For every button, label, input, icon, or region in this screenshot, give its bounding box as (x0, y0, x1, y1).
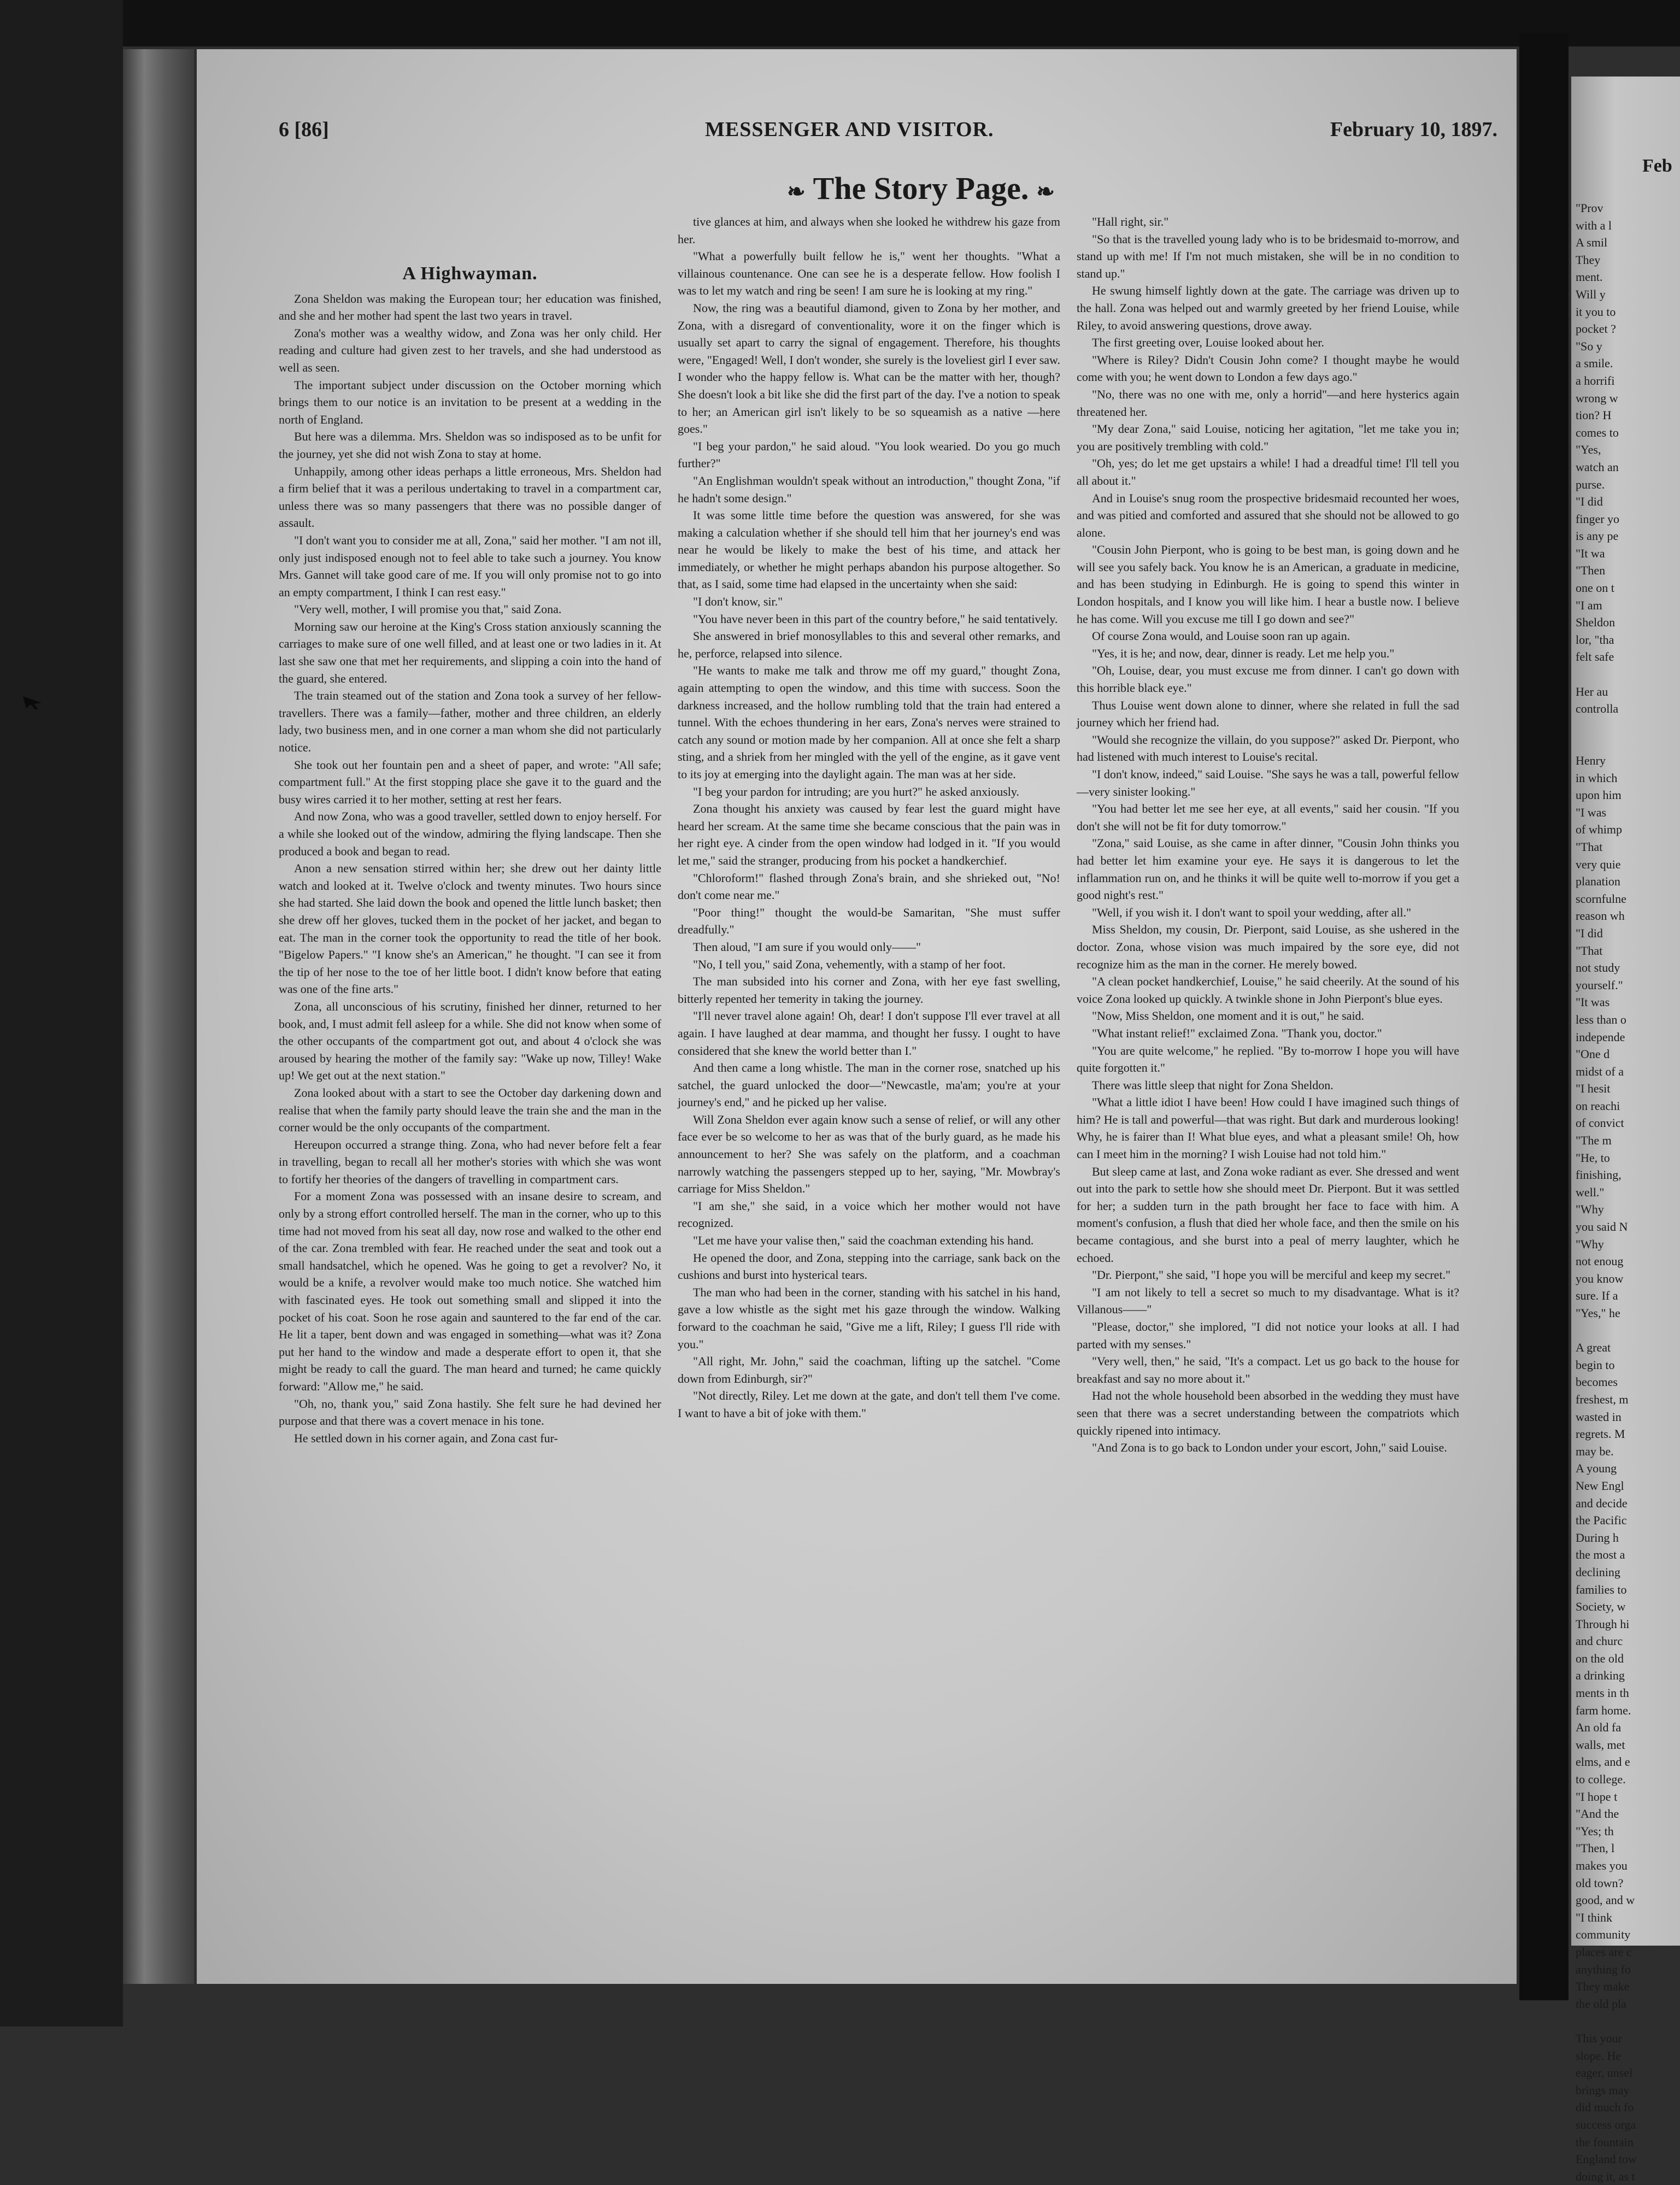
next-page-line: "I did (1576, 495, 1603, 509)
next-page-line: "I think (1576, 1910, 1613, 1924)
next-page-line: walls, met (1576, 1737, 1625, 1752)
next-page-line: the most a (1576, 1548, 1625, 1562)
next-page-line: ment. (1576, 270, 1603, 284)
story-paragraph: The first greeting over, Louise looked about her. (1092, 336, 1324, 350)
next-page-line: "Yes; th (1576, 1824, 1614, 1838)
next-page-line (1576, 666, 1674, 683)
next-page-line: Through hi (1576, 1617, 1630, 1631)
next-page-line: "That (1576, 839, 1603, 854)
scanner-frame-top (0, 0, 1680, 46)
next-page-line: felt safe (1576, 650, 1614, 664)
next-page-line: well." (1576, 1185, 1605, 1199)
story-column-1 (279, 265, 661, 1447)
next-page-line: success orga (1576, 2117, 1636, 2131)
story-paragraph: And then came a long whistle. The man in the corner rose, snatched up his satchel, the guard unlocked the door—"Newcastle, ma'am; you're at your journey's end," and he picked up her valise. (678, 1061, 1060, 1109)
story-paragraph: "Very well, then," he said, "It's a compact. Let us go back to the house for breakfast and say no more about it." (1077, 1354, 1459, 1385)
next-page-line: "I did (1576, 926, 1603, 940)
next-page-line: doing it, as t (1576, 2169, 1635, 2183)
story-paragraph: "Now, Miss Sheldon, one moment and it is out," he said. (1092, 1009, 1365, 1023)
next-page-line: did much fo (1576, 2100, 1634, 2114)
next-page-line: "I hope t (1576, 1789, 1618, 1804)
story-paragraph: Had not the whole household been absorbed in the wedding they must have seen that there was a secret understanding between the compatriots which quickly ripened into intimacy. (1077, 1389, 1459, 1437)
story-paragraph: "Yes, it is he; and now, dear, dinner is ready. Let me help you." (1092, 646, 1395, 660)
story-paragraph: The important subject under discussion on the October morning which brings them to our notice is an invitation to be present at a wedding in the north of England. (279, 378, 661, 426)
story-paragraph: "Let me have your valise then," said the coachman extending his hand. (693, 1234, 1034, 1248)
story-paragraph: For a moment Zona was possessed with an insane desire to scream, and only by a strong effort controlled herself. The man in the corner, who up to this time had not moved from his seat all day, now rose and walked to the other end of the car. Zona trembled with fear. He reached under the seat and took out a small handsatchel, which he opened. Was he going to get a revolver? No, it would be a knife, a revolver would make too much notice. She watched him with fascinated eyes. He took out something small and slipped it into the pocket of his coat. Soon he rose again and sauntered to the far end of the car. He lit a taper, bent down and was engaged in something—what was it? Zona put her hand to the window and made a desperate effort to open it, that she might be ready to call the guard. The man heard and turned; he came quickly forward: "Allow me," he said. (279, 1189, 661, 1393)
next-page-line (1576, 2012, 1674, 2030)
story-paragraph: "All right, Mr. John," said the coachman, lifting up the satchel. "Come down from Edinburgh, sir?" (678, 1354, 1060, 1385)
story-paragraph: "I don't want you to consider me at all, Zona," said her mother. "I am not ill, only just indisposed enough not to feel able to take such a journey. You know Mrs. Gannet will take good care of me. If you will only promise not to go into an empty compartment, I think I can rest easy." (279, 533, 661, 599)
page-gutter (1519, 33, 1569, 2000)
story-paragraph: He settled down in his corner again, and Zona cast fur- (294, 1431, 558, 1445)
scanner-frame-left (0, 0, 123, 2027)
story-paragraph: Zona, all unconscious of his scrutiny, finished her dinner, returned to her book, and, I must admit fell asleep for a while. She did not know when some of the other occupants of the compartment got out, and about 4 o'clock she was aroused by hearing the mother of the family say: "Wake up now, Tilley! Wake up! We get out at the next station." (279, 999, 661, 1083)
next-page-line: farm home. (1576, 1703, 1631, 1717)
next-page-line: comes to (1576, 425, 1619, 439)
story-paragraph: "You had better let me see her eye, at all events," said her cousin. "If you don't she will not be fit for duty tomorrow." (1077, 802, 1459, 833)
story-paragraph: Zona Sheldon was making the European tour; her education was finished, and she and her mother had spent the last two years in travel. (279, 291, 661, 323)
next-page-line: finger yo (1576, 512, 1620, 526)
story-paragraph: Now, the ring was a beautiful diamond, given to Zona by her mother, and Zona, with a disregard of conventionality, wore it on the finger which is usually set apart to carry the signal of engagement. Therefore, his thoughts were, "Engaged! Well, I don't wonder, she surely is the loveliest girl I ever saw. I wonder who the happy fellow is. What can be the matter with her, though? She doesn't look a bit like she did the first part of the day. I've a notion to speak to her; an American girl isn't likely to be so squeamish as a native —here goes." (678, 301, 1060, 436)
next-page-line: with a l (1576, 218, 1612, 232)
next-page-line: the Pacific (1576, 1513, 1627, 1528)
next-page-line: makes you (1576, 1859, 1628, 1872)
next-page-line: Henry (1576, 754, 1606, 767)
story-paragraph: And in Louise's snug room the prospective bridesmaid recounted her woes, and was pitied and comforted and assured that she should not be allowed to go alone. (1077, 491, 1459, 539)
next-page-line: New Engl (1576, 1478, 1624, 1493)
next-page-line: "And the (1576, 1807, 1619, 1821)
story-paragraph: "Chloroform!" flashed through Zona's brain, and she shrieked out, "No! don't come near me." (678, 871, 1060, 902)
next-page-line: They (1576, 252, 1601, 267)
next-page-line: Her au (1576, 684, 1608, 698)
story-paragraph: Then aloud, "I am sure if you would only——" (693, 939, 921, 954)
arrow-cursor-icon (22, 694, 44, 710)
next-page-line: A young (1576, 1461, 1617, 1476)
next-page-line: "Then (1576, 563, 1606, 578)
next-page-line: you said N (1576, 1220, 1628, 1234)
story-paragraph: Zona looked about with a start to see the October day darkening down and realise that when the family party should leave the train she and the man in the corner would be the only occupants of the compartment. (279, 1085, 661, 1135)
story-headline: A Highwayman. (402, 263, 538, 284)
next-page-line: on reachi (1576, 1099, 1620, 1113)
next-page-line: not enoug (1576, 1254, 1624, 1268)
next-page-line: planation (1576, 874, 1620, 889)
next-page-line: "Why (1576, 1237, 1604, 1251)
column-1-body (279, 290, 661, 1447)
story-paragraph: "Oh, no, thank you," said Zona hastily. She felt sure he had devined her purpose and that there was a covert menace in his tone. (279, 1396, 661, 1428)
story-paragraph: There was little sleep that night for Zona Sheldon. (1092, 1078, 1334, 1092)
next-page-line: "I am (1576, 598, 1602, 612)
next-page-line: "The m (1576, 1133, 1612, 1148)
next-page-line: and decide (1576, 1496, 1628, 1510)
next-page-line: "So y (1576, 339, 1602, 353)
story-paragraph: "A clean pocket handkerchief, Louise," he said cheerily. At the sound of his voice Zona looked up quickly. A twinkle shone in John Pierpont's blue eyes. (1077, 974, 1459, 1006)
section-title (689, 164, 1153, 213)
story-paragraph: Miss Sheldon, my cousin, Dr. Pierpont, said Louise, as she ushered in the doctor. Zona, whose vision was much impaired by the sore eye, did not recognize him as the man in the corner. He merely bowed. (1077, 923, 1459, 971)
next-page-line: "He, to (1576, 1150, 1610, 1165)
next-page-line: the fountain (1576, 2135, 1634, 2149)
next-page-line: A great (1576, 1341, 1611, 1355)
next-page-line: begin to (1576, 1358, 1615, 1372)
story-paragraph: "Zona," said Louise, as she came in after dinner, "Cousin John thinks you had better let him examine your eye. He says it is dangerous to let the inflammation run on, and he thinks it will be quite well to-morrow if you get a good night's rest." (1077, 836, 1459, 902)
story-paragraph: "You are quite welcome," he replied. "By to-morrow I hope you will have quite forgotten it." (1077, 1043, 1459, 1075)
next-page-line (1576, 1322, 1674, 1340)
next-page-line: "Then, l (1576, 1841, 1615, 1855)
story-paragraph: "Where is Riley? Didn't Cousin John come? I thought maybe he would come with you; he went down to London a few days ago." (1077, 353, 1459, 384)
next-page-edge (1571, 77, 1680, 2183)
next-page-line: This your (1576, 2031, 1622, 2045)
story-paragraph: "Dr. Pierpont," she said, "I hope you will be merciful and keep my secret." (1092, 1268, 1451, 1282)
next-page-line: "Why (1576, 1202, 1604, 1217)
next-page-line: Will y (1576, 287, 1606, 301)
page-header (279, 118, 1497, 150)
next-page-line: of whimp (1576, 823, 1622, 837)
story-paragraph: And now Zona, who was a good traveller, settled down to enjoy herself. For a while she looked out of the window, admiring the flying landscape. Then she produced a book and began to read. (279, 809, 661, 858)
next-page-line: regrets. M (1576, 1427, 1625, 1441)
story-column-3 (1077, 213, 1459, 1456)
story-paragraph: "I beg your pardon," he said aloud. "You look wearied. Do you go much further?" (678, 439, 1060, 471)
story-paragraph: Anon a new sensation stirred within her; she drew out her dainty little watch and looked at it. Twelve o'clock and twenty minutes. Two hours since she had started. She laid down the book and opened the little lunch basket; then she drew off her gloves, tucked them in the pocket of her jacket, and began to eat. The man in the corner took the opportunity to read the title of her book. "Bigelow Papers." "I know she's an American," he thought. "I can see it from the tip of her nose to the toe of her little boot. I didn't know before that eating was one of the fine arts." (279, 861, 661, 996)
story-paragraph: "What instant relief!" exclaimed Zona. "Thank you, doctor." (1092, 1026, 1382, 1040)
story-paragraph: "I beg your pardon for intruding; are you hurt?" he asked anxiously. (693, 784, 1019, 798)
story-column-2 (678, 213, 1060, 1422)
story-paragraph: "Very well, mother, I will promise you that," said Zona. (294, 602, 562, 616)
story-paragraph: "Well, if you wish it. I don't want to spoil your wedding, after all." (1092, 905, 1412, 919)
next-page-line: anything fo (1576, 1962, 1631, 1976)
next-page-line: independe (1576, 1030, 1625, 1044)
next-page-line: midst of a (1576, 1064, 1624, 1078)
story-paragraph: The man subsided into his corner and Zona, with her eye fast swelling, bitterly repented her temerity in taking the journey. (678, 974, 1060, 1006)
next-page-line: it you to (1576, 304, 1616, 319)
next-page-line: old town? (1576, 1876, 1624, 1890)
next-page-column (1576, 199, 1674, 2185)
next-page-line: you know (1576, 1271, 1624, 1285)
story-paragraph: But sleep came at last, and Zona woke radiant as ever. She dressed and went out into the park to settle how she should meet Dr. Pierpont. But it was settled for her; a sudden turn in the path brought her face to face with him. A moment's confusion, a flush that died her whole face, and then the smile on his became contagious, and she burst into a peal of merry laughter, which he echoed. (1077, 1164, 1459, 1265)
story-paragraph: "Oh, yes; do let me get upstairs a while! I had a dreadful time! I'll tell you all about it." (1077, 456, 1459, 487)
next-page-line: pocket ? (1576, 322, 1616, 336)
next-page-line: watch an (1576, 460, 1619, 474)
story-paragraph: "I am not likely to tell a secret so much to my disadvantage. What is it? Villanous——" (1077, 1285, 1459, 1317)
next-page-line: lor, "tha (1576, 632, 1614, 647)
next-page-line: "I hesit (1576, 1082, 1611, 1096)
next-page-line: An old fa (1576, 1720, 1622, 1735)
issue-date: February 10, 1897. (1330, 118, 1497, 141)
story-paragraph: He swung himself lightly down at the gate. The carriage was driven up to the hall. Zona was helped out and warmly greeted by her friend Louise, while Riley, to avoid answering questions, drove away. (1077, 284, 1459, 332)
next-page-line: "It wa (1576, 546, 1605, 560)
next-page-line: good, and w (1576, 1893, 1635, 1907)
page-number: 6 [86] (279, 118, 329, 141)
publication-title: MESSENGER AND VISITOR. (705, 118, 994, 141)
next-page-line: declining (1576, 1565, 1620, 1579)
story-paragraph: "Would she recognize the villain, do you suppose?" asked Dr. Pierpont, who had listened with much interest to Louise's recital. (1077, 732, 1459, 764)
story-paragraph: It was some little time before the question was answered, for she was making a calculation whether if she should tell him that her journey's end was near he would be likely to make the best of his time, and attack her immediately, or whether he might perhaps abandon his purpose altogether. So that, as I said, some time had elapsed in the uncertainty when she said: (678, 508, 1060, 591)
story-paragraph: "You have never been in this part of the country before," he said tentatively. (693, 612, 1058, 626)
next-page-line: wrong w (1576, 391, 1618, 405)
next-page-line: very quie (1576, 857, 1621, 871)
story-paragraph: "I am she," she said, in a voice which her mother would not have recognized. (678, 1199, 1060, 1230)
next-page-line: yourself." (1576, 978, 1623, 992)
story-paragraph: Zona's mother was a wealthy widow, and Zona was her only child. Her reading and culture had given zest to her travels, and she had understood as well as seen. (279, 326, 661, 374)
story-paragraph: Morning saw our heroine at the King's Cross station anxiously scanning the carriages to make sure of one well filled, and at least one or two ladies in it. At last she saw one that met her requirements, and slipping a coin into the hand of the guard, she entered. (279, 619, 661, 685)
next-page-line: places are c (1576, 1945, 1632, 1959)
story-paragraph: "I don't know, indeed," said Louise. "She says he was a tall, powerful fellow—very sinister looking." (1077, 767, 1459, 798)
book-spine (123, 49, 194, 1984)
next-page-line: slope. He (1576, 2048, 1622, 2063)
story-paragraph: "What a little idiot I have been! How could I have imagined such things of him? He is tall and powerful—that was right. But dark and murderous looking! Why, he is fairer than I! What blue eyes, and what a pleasant smile! Oh, how can I meet him in the morning? I wish Louise had not told him." (1077, 1095, 1459, 1161)
next-page-line: in which (1576, 771, 1618, 785)
section-title-text: The Story Page. (813, 171, 1029, 206)
next-page-line: a horrifi (1576, 373, 1615, 387)
story-paragraph: Thus Louise went down alone to dinner, where she related in full the sad journey which her friend had. (1077, 698, 1459, 730)
next-page-line: purse. (1576, 477, 1605, 491)
story-paragraph: Unhappily, among other ideas perhaps a little erroneous, Mrs. Sheldon had a firm belief that it was a perilous undertaking to travel in a compartment car, unless there was so many passengers that there was no possible danger of assault. (279, 464, 661, 530)
next-page-line (1576, 735, 1674, 752)
next-page-line: sure. If a (1576, 1289, 1618, 1303)
next-page-line: reason wh (1576, 909, 1625, 923)
story-paragraph: "Not directly, Riley. Let me down at the gate, and don't tell them I've come. I want to have a bit of joke with them." (678, 1389, 1060, 1420)
next-page-line: not study (1576, 961, 1620, 975)
next-page-line: "Prov (1576, 201, 1603, 215)
column-3-body (1077, 213, 1459, 1456)
story-paragraph: The man who had been in the corner, standing with his satchel in his hand, gave a low whistle as the sight met his gaze through the window. Walking forward to the coachman he said, "Give me a lift, Riley; I guess I'll ride with you." (678, 1285, 1060, 1351)
story-paragraph: "So that is the travelled young lady who is to be bridesmaid to-morrow, and stand up with me! If I'm not much mistaken, she will be in no condition to stand up." (1077, 232, 1459, 280)
next-page-line (1576, 718, 1674, 735)
next-page-line: and churc (1576, 1634, 1623, 1648)
next-page-line: scornfulne (1576, 891, 1626, 906)
story-paragraph: "Poor thing!" thought the would-be Samaritan, "She must suffer dreadfully." (678, 905, 1060, 937)
next-page-line: one on t (1576, 581, 1614, 595)
next-page-line: Society, w (1576, 1600, 1626, 1614)
story-paragraph: Zona thought his anxiety was caused by fear lest the guard might have heard her scream. At the same time she became conscious that the pain was in her right eye. A cinder from the open window had lodged in it. "If you would let me," said the stranger, producing from his pocket a handkerchief. (678, 802, 1060, 867)
next-page-line: is any pe (1576, 529, 1619, 543)
next-page-line: finishing, (1576, 1168, 1622, 1182)
story-paragraph: "Please, doctor," she implored, "I did not notice your looks at all. I had parted with my senses." (1077, 1320, 1459, 1351)
next-page-line: wasted in (1576, 1409, 1622, 1424)
next-page-line: less than o (1576, 1012, 1626, 1026)
story-paragraph: "An Englishman wouldn't speak without an introduction," thought Zona, "if he hadn't some design." (678, 473, 1060, 505)
next-page-line: a smile. (1576, 356, 1613, 371)
next-page-line: upon him (1576, 788, 1622, 802)
next-page-line: Sheldon (1576, 615, 1616, 630)
leaf-ornament-icon: ❧ (1036, 179, 1055, 204)
newspaper-page (197, 49, 1517, 1984)
next-page-line: "It was (1576, 995, 1610, 1009)
next-page-line: the old pla (1576, 1996, 1626, 2011)
next-page-line: They make (1576, 1980, 1630, 1994)
next-page-line: to college. (1576, 1772, 1626, 1787)
column-2-body (678, 213, 1060, 1422)
story-paragraph: He opened the door, and Zona, stepping into the carriage, sank back on the cushions and burst into hysterical tears. (678, 1250, 1060, 1282)
story-paragraph: "I don't know, sir." (693, 595, 783, 609)
next-page-line: elms, and e (1576, 1755, 1630, 1769)
story-paragraph: "No, there was no one with me, only a horrid"—and here hysterics again threatened her. (1077, 387, 1459, 419)
next-page-header: Feb (1642, 156, 1672, 176)
story-paragraph: "Oh, Louise, dear, you must excuse me from dinner. I can't go down with this horrible black eye." (1077, 663, 1459, 695)
story-paragraph: "What a powerfully built fellow he is," went her thoughts. "What a villainous countenance. One can see he is a desperate fellow. How foolish I was to let my watch and ring be seen! I am sure he is looking at my ring." (678, 249, 1060, 298)
story-paragraph: "He wants to make me talk and throw me off my guard," thought Zona, again attempting to open the window, and this time with success. Soon the darkness increased, and the hollow rumbling told that the train had entered a tunnel. With the echoes thundering in her ears, Zona's nerves were strained to catch any sound or motion made by her companion. All at once she felt a sharp sting, and a shriek from her mingled with the yell of the engine, as it gave vent to its joy at emerging into the daylight again. The man was at her side. (678, 663, 1060, 781)
story-paragraph: "No, I tell you," said Zona, vehemently, with a stamp of her foot. (693, 957, 1006, 971)
next-page-line: "Yes, (1576, 443, 1601, 457)
next-page-line: tion? H (1576, 408, 1612, 422)
story-paragraph: Hereupon occurred a strange thing. Zona, who had never before felt a fear in travelling, began to recall all her mother's stories with which she was wont to fortify her theories of the dangers of travelling in compartment cars. (279, 1137, 661, 1186)
next-page-line: families to (1576, 1582, 1627, 1596)
next-page-line: ments in th (1576, 1686, 1629, 1700)
next-page-line: on the old (1576, 1651, 1624, 1665)
next-page-line: "I was (1576, 805, 1607, 819)
next-page-line: may be. (1576, 1444, 1614, 1458)
story-paragraph: "My dear Zona," said Louise, noticing her agitation, "let me take you in; you are positively trembling with cold." (1077, 422, 1459, 453)
next-page-line: A smil (1576, 236, 1608, 250)
leaf-ornament-icon: ❧ (787, 179, 806, 204)
story-paragraph: She answered in brief monosyllables to this and several other remarks, and he, perforce, relapsed into silence. (678, 629, 1060, 660)
next-page-line: England tow (1576, 2152, 1637, 2166)
next-page-line: controlla (1576, 702, 1619, 716)
story-paragraph: tive glances at him, and always when she looked he withdrew his gaze from her. (678, 215, 1060, 246)
next-page-line: of convict (1576, 1116, 1624, 1130)
next-page-line: "One d (1576, 1047, 1610, 1061)
next-page-line: brings may (1576, 2083, 1630, 2097)
next-page-line: freshest, m (1576, 1392, 1629, 1406)
story-paragraph: But here was a dilemma. Mrs. Sheldon was so indisposed as to be unfit for the journey, yet she did not wish Zona to stay at home. (279, 430, 661, 461)
next-page-line: eager, unsel (1576, 2066, 1633, 2080)
story-paragraph: Of course Zona would, and Louise soon ran up again. (1092, 629, 1350, 643)
next-page-line: "Yes," he (1576, 1306, 1620, 1320)
story-paragraph: "Cousin John Pierpont, who is going to be best man, is going down and he will see you safely back. You know he is an American, a graduate in medicine, and has been studying in Edinburgh. He is going to spend this winter in London hospitals, and I know you will like him. I hear a bustle now. I believe he has come. Will you excuse me till I go down and see?" (1077, 543, 1459, 626)
story-paragraph: She took out her fountain pen and a sheet of paper, and wrote: "All safe; compartment full." At the first stopping place she gave it to the guard and the busy wires carried it to her mother, setting at rest her fears. (279, 757, 661, 806)
story-paragraph: The train steamed out of the station and Zona took a survey of her fellow-travellers. There was a family—father, mother and three children, an elderly lady, two business men, and in one corner a man whom she did not particularly notice. (279, 689, 661, 755)
next-page-line: community (1576, 1928, 1631, 1942)
next-page-line: becomes (1576, 1375, 1618, 1389)
next-page-line: "That (1576, 943, 1603, 958)
story-paragraph: "I'll never travel alone again! Oh, dear! I don't suppose I'll ever travel at all again. I have laughed at dear mamma, and thought her fussy. I ought to have considered that she knew the world better than I." (678, 1009, 1060, 1058)
next-page-line: During h (1576, 1530, 1619, 1544)
next-page-line: a drinking (1576, 1669, 1625, 1683)
story-paragraph: "Hall right, sir." (1092, 215, 1169, 228)
story-paragraph: Will Zona Sheldon ever again know such a sense of relief, or will any other face ever be so welcome to her as was that of the burly guard, as he made his announcement to her? She was safely on the platform, and a coachman narrowly watching the passengers stepped up to her, saying, "Mr. Mowbray's carriage for Miss Sheldon." (678, 1112, 1060, 1196)
story-paragraph: "And Zona is to go back to London under your escort, John," said Louise. (1092, 1441, 1447, 1455)
